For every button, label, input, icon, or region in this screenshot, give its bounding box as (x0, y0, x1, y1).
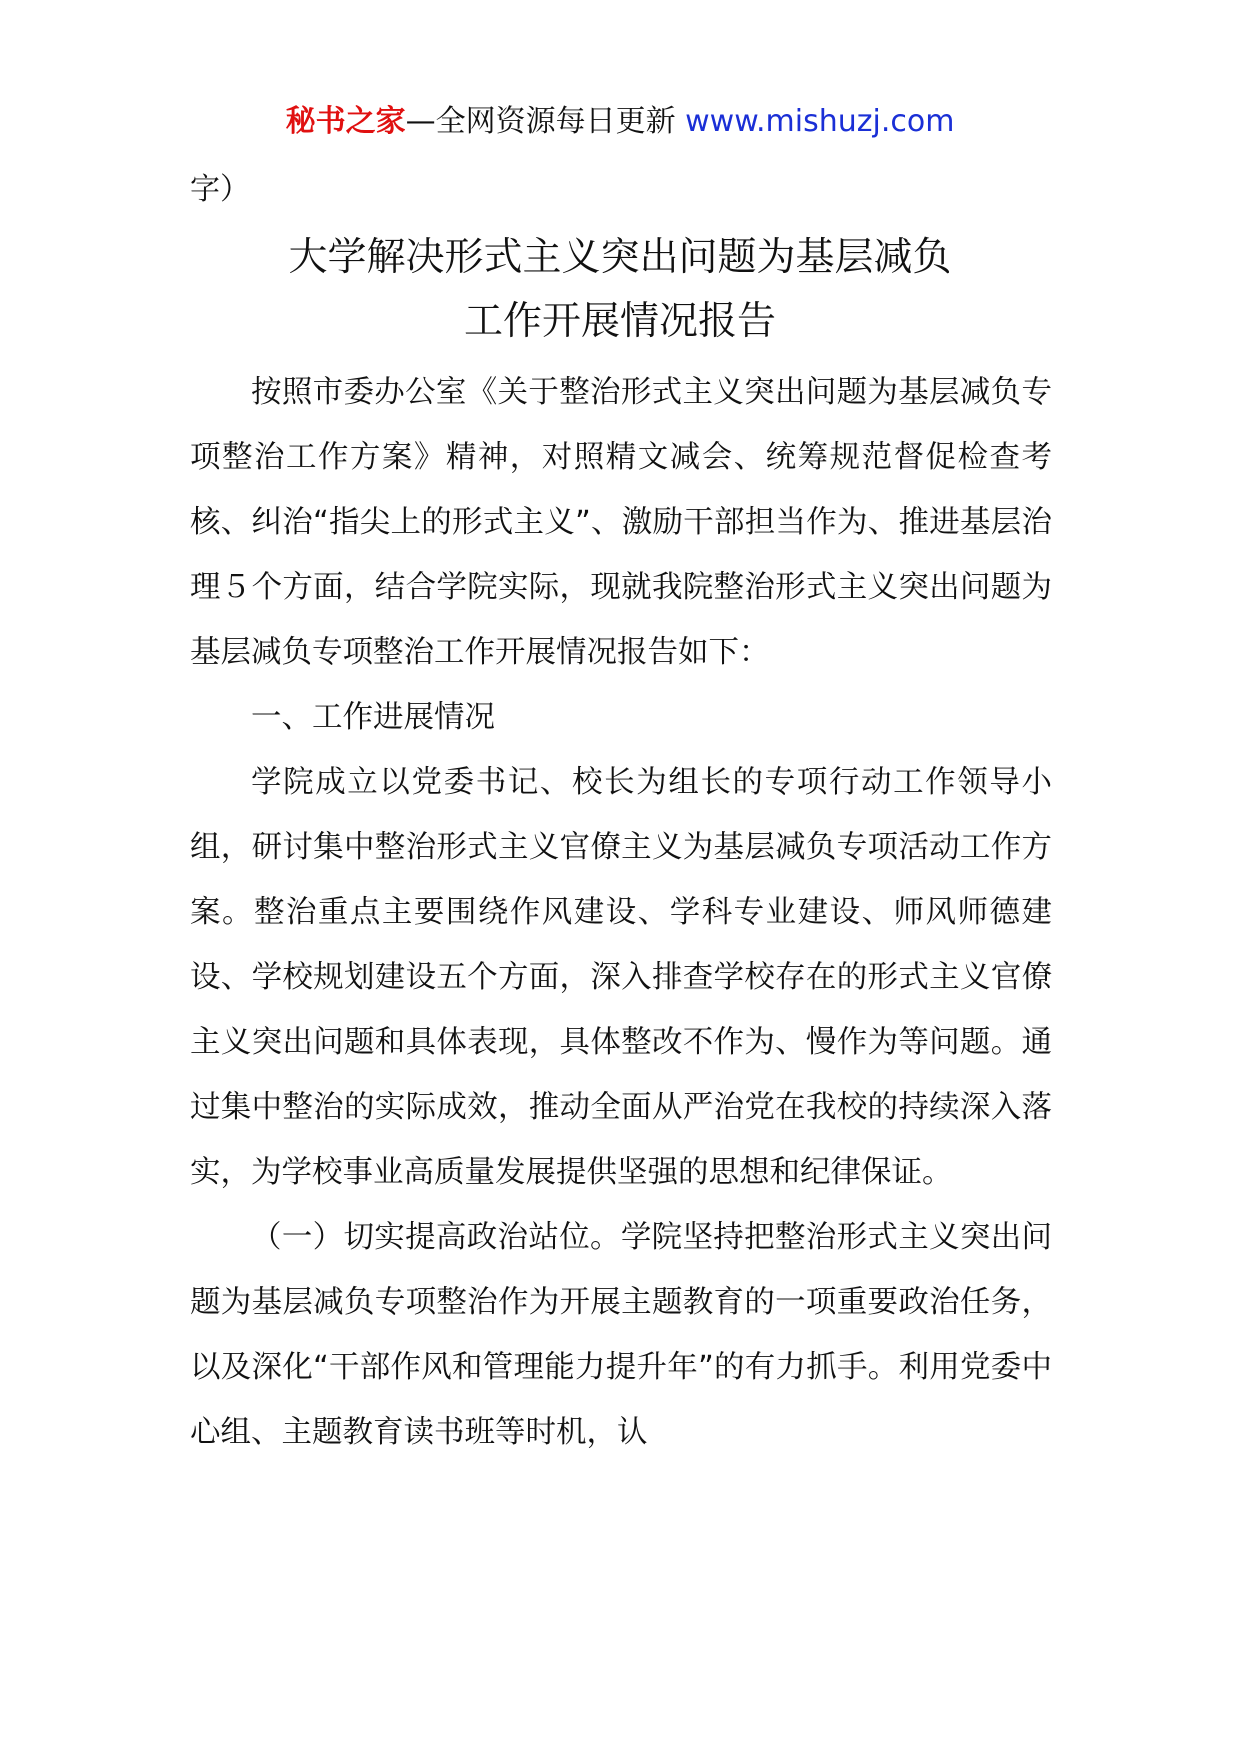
header-tagline: —全网资源每日更新 (405, 104, 686, 139)
header-url: www.mishuzj.com (685, 104, 955, 139)
document-title-line-1: 大学解决形式主义突出问题为基层减负 (288, 235, 952, 280)
document-body (190, 360, 1052, 1465)
watermark-header (0, 100, 1240, 144)
body-paragraph: 学院成立以党委书记、校长为组长的专项行动工作领导小组，研讨集中整治形式主义官僚主义为基层减负专项活动工作方案。整治重点主要围绕作风建设、学科专业建设、师风师德建设、学校规划建设五个方面，深入排查学校存在的形式主义官僚主义突出问题和具体表现，具体整改不作为、慢作为等问题。通过集中整治的实际成效，推动全面从严治党在我校的持续深入落实，为学校事业高质量发展提供坚强的思想和纪律保证。 (190, 765, 1052, 1190)
carryover-text: 字） (190, 172, 250, 207)
intro-paragraph: 按照市委办公室《关于整治形式主义突出问题为基层减负专项整治工作方案》精神，对照精文减会、统筹规范督促检查考核、纠治“指尖上的形式主义”、激励干部担当作为、推进基层治理５个方面，结合学院实际，现就我院整治形式主义突出问题为基层减负专项整治工作开展情况报告如下： (190, 375, 1052, 670)
body-paragraph: （一）切实提高政治站位。学院坚持把整治形式主义突出问题为基层减负专项整治作为开展主题教育的一项重要政治任务，以及深化“干部作风和管理能力提升年”的有力抓手。利用党委中心组、主题教育读书班等时机，认 (190, 1220, 1052, 1450)
brand-name: 秘书之家 (285, 104, 406, 139)
document-title-line-2: 工作开展情况报告 (463, 299, 776, 344)
section-heading: 一、工作进展情况 (251, 700, 495, 735)
